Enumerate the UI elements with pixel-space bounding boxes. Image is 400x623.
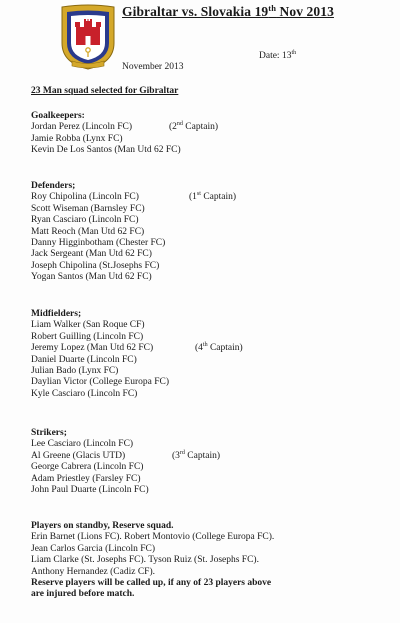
captain-suffix: Captain) xyxy=(182,122,219,133)
section-title-strikers: Strikers; xyxy=(31,428,67,438)
standby-line: Liam Clarke (St. Josephs FC). Tyson Ruiz (St. Josephs FC). xyxy=(31,555,259,566)
captain-suffix: Captain) xyxy=(184,450,221,461)
player-name: Roy Chipolina (Lincoln FC) xyxy=(31,192,139,203)
captain-ordinal: th xyxy=(202,342,208,349)
captain-ordinal: st xyxy=(196,191,201,198)
player-row xyxy=(31,355,169,366)
captain-suffix: Captain) xyxy=(200,192,237,203)
player-row xyxy=(31,474,149,485)
date-ordinal: th xyxy=(291,50,297,56)
captain-prefix: (3 xyxy=(172,450,180,461)
player-row xyxy=(31,249,165,260)
standby-line: Jean Carlos Garcia (Lincoln FC) xyxy=(31,543,155,554)
captain-ordinal: rd xyxy=(179,449,185,456)
player-row xyxy=(31,366,169,377)
player-name: Al Greene (Glacis UTD) xyxy=(31,450,126,461)
title-ordinal: th xyxy=(268,3,277,13)
player-name: Matt Reoch (Man Utd 62 FC) xyxy=(31,226,145,237)
midfielders-section xyxy=(31,309,243,400)
player-row xyxy=(31,227,165,238)
section-title-defenders: Defenders; xyxy=(31,181,76,191)
player-row xyxy=(31,377,169,388)
squad-title: 23 Man squad selected for Gibraltar xyxy=(31,86,179,96)
standby-line: Anthony Hernandez (Cadiz CF). xyxy=(31,566,155,577)
player-name: Lee Casciaro (Lincoln FC) xyxy=(31,439,134,450)
player-row xyxy=(31,439,149,450)
player-name: Yogan Santos (Man Utd 62 FC) xyxy=(31,272,152,283)
goalkeepers-section xyxy=(31,111,219,157)
player-row xyxy=(31,342,243,354)
player-row xyxy=(31,449,221,462)
player-row xyxy=(31,134,181,145)
captain-note xyxy=(172,451,220,462)
standby-section xyxy=(31,521,371,601)
player-row xyxy=(31,320,169,331)
player-row xyxy=(31,272,165,283)
captain-suffix: Captain) xyxy=(207,343,243,354)
player-name: Jeremy Lopez (Man Utd 62 FC) xyxy=(31,343,154,354)
standby-line: Erin Barnet (Lions FC). Robert Montovio (College Europa FC). xyxy=(31,532,275,543)
section-title-goalkeepers: Goalkeepers: xyxy=(31,111,85,121)
reserve-note-line-2: are injured before match. xyxy=(31,589,135,600)
reserve-note-line-1: Reserve players will be called up, if any of 23 players above xyxy=(31,578,272,589)
player-name: Daylian Victor (College Europa FC) xyxy=(31,377,170,388)
section-title-midfielders: Midfielders; xyxy=(31,309,82,319)
player-row xyxy=(31,261,165,272)
player-row xyxy=(31,389,169,400)
date-month-year: November 2013 xyxy=(122,62,184,72)
page-title xyxy=(122,4,334,20)
player-name: Danny Higginbotham (Chester FC) xyxy=(31,238,166,249)
captain-ordinal: nd xyxy=(176,121,183,128)
player-row xyxy=(31,191,237,203)
player-row xyxy=(31,215,165,226)
player-row xyxy=(31,121,219,133)
player-row xyxy=(31,238,165,249)
title-prefix: Gibraltar vs. Slovakia 19 xyxy=(122,4,269,19)
gibraltar-crest-icon xyxy=(58,3,118,71)
player-name: Jamie Robba (Lynx FC) xyxy=(31,133,123,144)
captain-note xyxy=(189,192,236,203)
player-name: Jack Sergeant (Man Utd 62 FC) xyxy=(31,249,152,260)
player-name: Robert Guilling (Lincoln FC) xyxy=(31,331,144,342)
player-row xyxy=(31,145,181,156)
captain-prefix: (4 xyxy=(195,343,203,354)
captain-prefix: (2 xyxy=(169,122,177,133)
player-name: Joseph Chipolina (St.Josephs FC) xyxy=(31,260,160,271)
date-text: Date: 13 xyxy=(259,51,292,61)
defenders-section xyxy=(31,181,237,284)
player-name: Kyle Casciaro (Lincoln FC) xyxy=(31,388,138,399)
player-name: Scott Wiseman (Barnsley FC) xyxy=(31,203,145,214)
player-row xyxy=(31,332,169,343)
captain-note xyxy=(195,343,243,354)
player-name: Julian Bado (Lynx FC) xyxy=(31,366,119,377)
title-suffix: Nov 2013 xyxy=(276,4,334,19)
strikers-section xyxy=(31,428,221,496)
player-name: Ryan Casciaro (Lincoln FC) xyxy=(31,215,139,226)
date-label xyxy=(259,51,296,61)
section-title-standby: Players on standby, Reserve squad. xyxy=(31,521,174,531)
player-name: Kevin De Los Santos (Man Utd 62 FC) xyxy=(31,145,181,156)
player-name: George Cabrera (Lincoln FC) xyxy=(31,462,144,473)
captain-note xyxy=(169,122,218,133)
player-row xyxy=(31,462,149,473)
player-name: Liam Walker (San Roque CF) xyxy=(31,320,145,331)
player-row xyxy=(31,485,149,496)
player-name: Jordan Perez (Lincoln FC) xyxy=(31,122,133,133)
captain-prefix: (1 xyxy=(189,192,197,203)
player-name: Daniel Duarte (Lincoln FC) xyxy=(31,354,137,365)
player-name: John Paul Duarte (Lincoln FC) xyxy=(31,485,149,496)
player-name: Adam Priestley (Farsley FC) xyxy=(31,473,141,484)
player-row xyxy=(31,204,165,215)
